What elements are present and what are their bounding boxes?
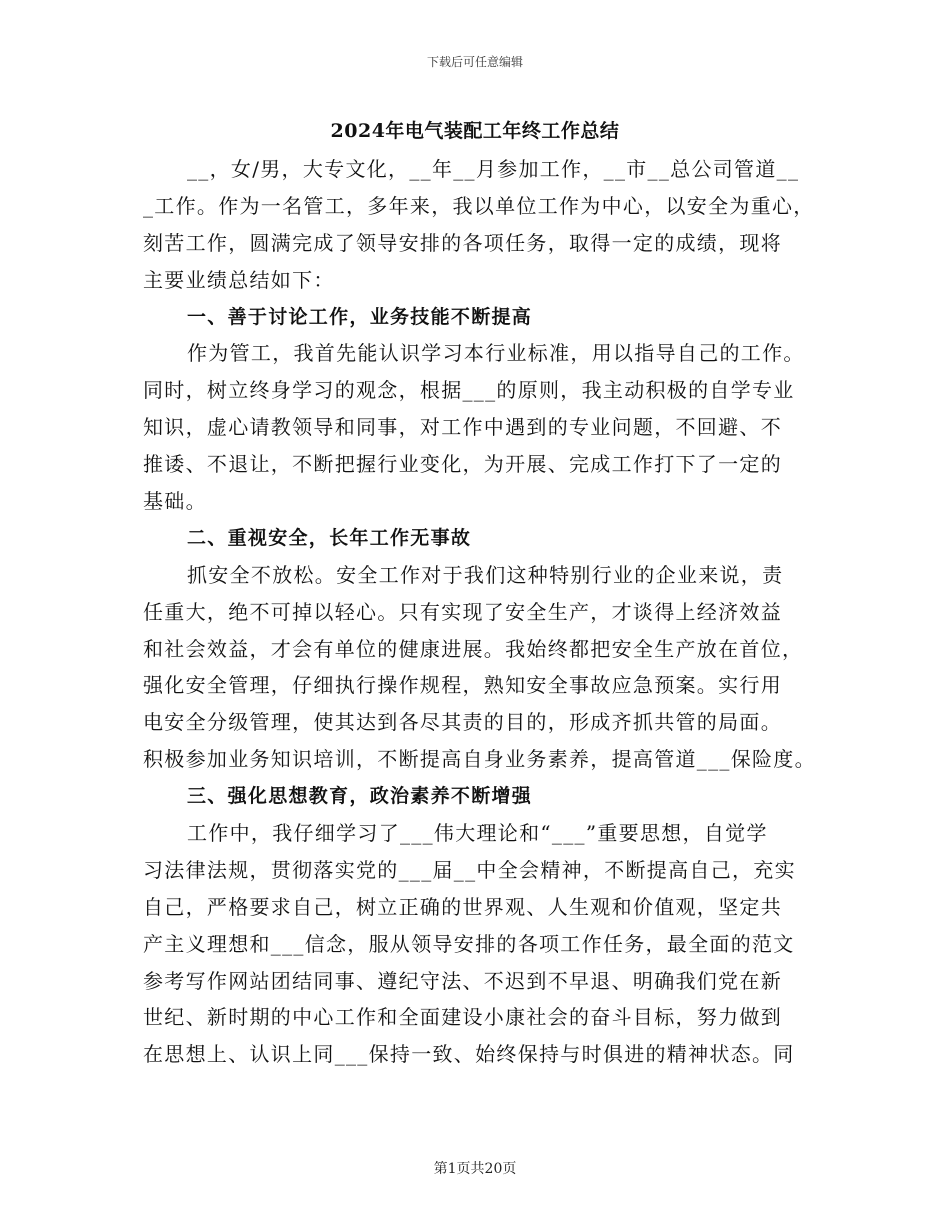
paragraph-line: 在思想上、认识上同___保持一致、始终保持与时俱进的精神状态。同 xyxy=(143,1042,795,1067)
paragraph-line: 任重大，绝不可掉以轻心。只有实现了安全生产，才谈得上经济效益 xyxy=(143,599,782,624)
paragraph-line: 刻苦工作，圆满完成了领导安排的各项任务，取得一定的成绩，现将 xyxy=(143,230,782,255)
paragraph-line: 世纪、新时期的中心工作和全面建设小康社会的奋斗目标，努力做到 xyxy=(143,1005,782,1030)
paragraph-line: 同时，树立终身学习的观念，根据___的原则，我主动积极的自学专业 xyxy=(143,378,795,403)
paragraph-line: 和社会效益，才会有单位的健康进展。我始终都把安全生产放在首位， xyxy=(143,636,804,661)
paragraph-line: 主要业绩总结如下： xyxy=(143,267,335,292)
header-note: 下载后可任意编辑 xyxy=(426,55,523,69)
paragraph-line: 工作中，我仔细学习了___伟大理论和“___”重要思想，自觉学 xyxy=(187,821,768,846)
page-footer: 第1页共20页 xyxy=(433,1161,517,1177)
paragraph-line: 自己，严格要求自己，树立正确的世界观、人生观和价值观，坚定共 xyxy=(143,894,782,919)
paragraph-line: 作为管工，我首先能认识学习本行业标准，用以指导自己的工作。 xyxy=(187,341,805,366)
paragraph-line: 参考写作网站团结同事、遵纪守法、不迟到不早退、明确我们党在新 xyxy=(143,968,782,993)
paragraph-line: 产主义理想和___信念，服从领导安排的各项工作任务，最全面的范文 xyxy=(143,931,795,956)
paragraph-line: 习法律法规，贯彻落实党的___届__中全会精神，不断提高自己，充实 xyxy=(143,857,796,882)
document-body xyxy=(143,151,815,1073)
paragraph-line: 基础。 xyxy=(143,489,207,514)
paragraph-line: __，女/男，大专文化，__年__月参加工作，__市__总公司管道__ xyxy=(187,157,800,181)
section-heading: 二、重视安全，长年工作无事故 xyxy=(187,526,472,549)
paragraph-line: 抓安全不放松。安全工作对于我们这种特别行业的企业来说，责 xyxy=(187,562,784,587)
paragraph-line: 电安全分级管理，使其达到各尽其责的目的，形成齐抓共管的局面。 xyxy=(143,710,782,735)
paragraph-line: 积极参加业务知识培训，不断提高自身业务素养，提高管道___保险度。 xyxy=(143,747,816,772)
paragraph-line: 知识，虚心请教领导和同事，对工作中遇到的专业问题，不回避、不 xyxy=(143,415,782,440)
paragraph-line: 强化安全管理，仔细执行操作规程，熟知安全事故应急预案。实行用 xyxy=(143,673,782,698)
paragraph-line: 推诿、不退让，不断把握行业变化，为开展、完成工作打下了一定的 xyxy=(143,452,782,477)
document-title: 2024年电气装配工年终工作总结 xyxy=(330,120,620,142)
section-heading: 一、善于讨论工作，业务技能不断提高 xyxy=(187,305,533,328)
paragraph-line: _工作。作为一名管工，多年来，我以单位工作为中心，以安全为重心， xyxy=(143,193,815,218)
section-heading: 三、强化思想教育，政治素养不断增强 xyxy=(187,785,533,808)
